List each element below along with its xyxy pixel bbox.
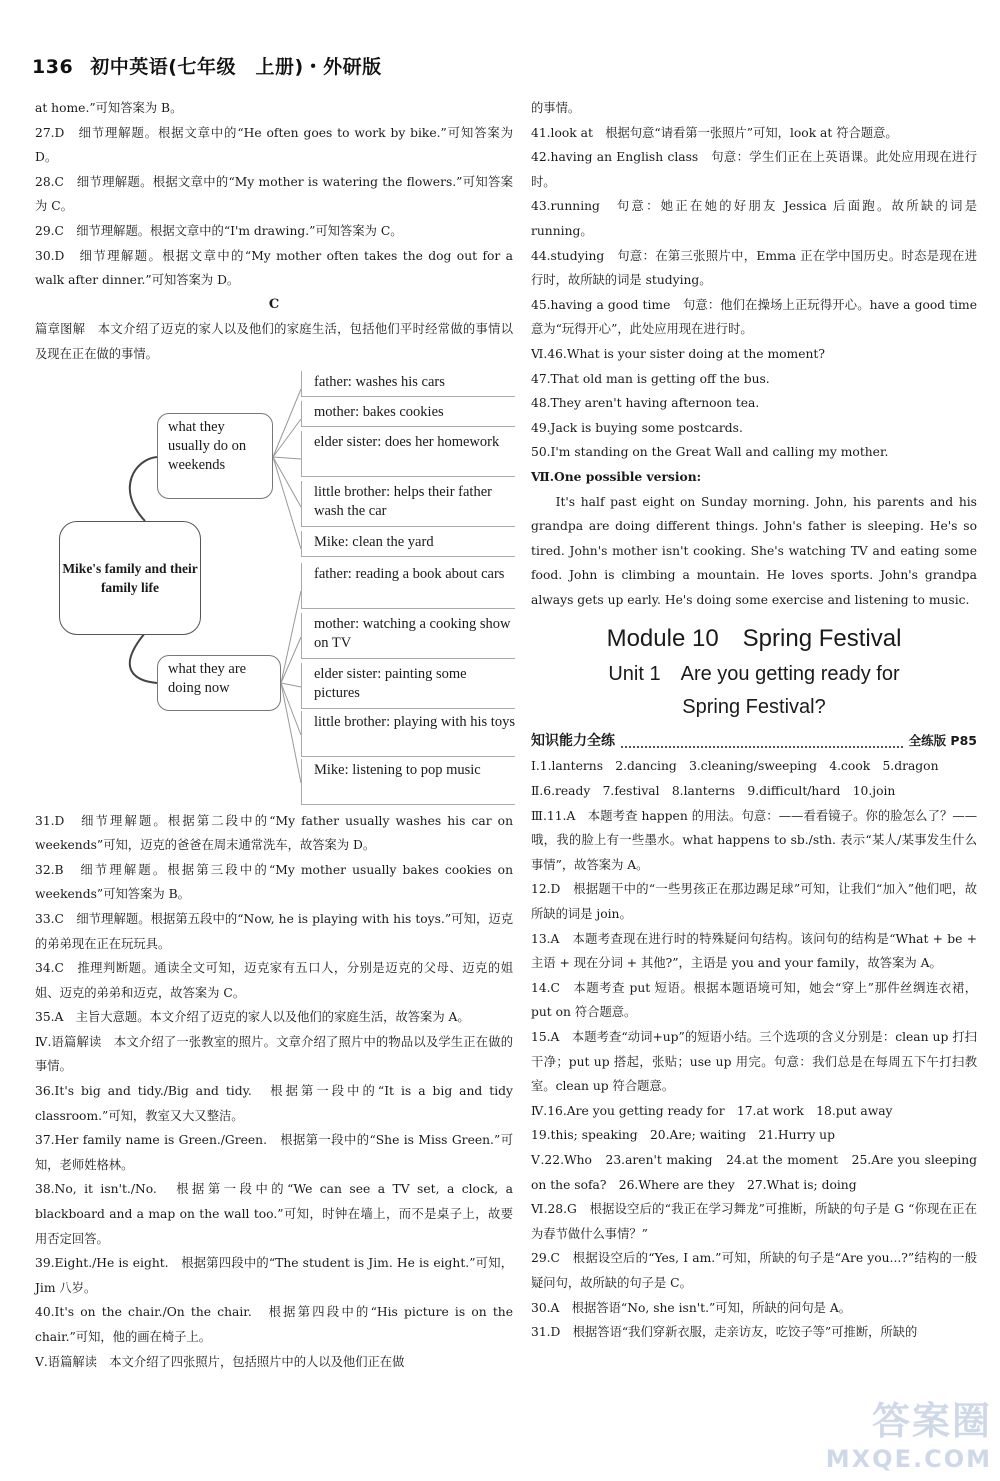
knowledge-label: 知识能力全练 [531, 733, 615, 750]
branch-usual: what they usually do on weekends [157, 413, 273, 499]
leaf-mike-now: Mike: listening to pop music [301, 759, 515, 805]
answer-38: 38.No, it isn't./No. 根据第一段中的“We can see a TV set, a clock, a blackboard and a map on the wall too.”可知，时钟在墙上，而不是桌子上，故要用否定回答。 [35, 1182, 513, 1246]
answer-29: 29.C 细节理解题。根据文章中的“I'm drawing.”可知答案为 C。 [35, 223, 403, 238]
leaf-mother-usual: mother: bakes cookies [301, 401, 515, 427]
leaf-mother-now: mother: watching a cooking show on TV [301, 613, 515, 659]
book-title: 初中英语(七年级 上册)・外研版 [90, 56, 382, 78]
sample-essay: It's half past eight on Sunday morning. John, his parents and his grandpa are doing different things. John's father is sleeping. He's so tired. John's mother isn't cooking. She's watching TV and eating some food. John is climbing a mountain. He loves sports. John's grandpa always gets up early. He's doing some exercise and listening to music. [531, 494, 977, 607]
leaf-brother-now: little brother: playing with his toys [301, 711, 515, 757]
answer-46: Ⅵ.46.What is your sister doing at the moment? [531, 346, 825, 361]
answer-32: 32.B 细节理解题。根据第三段中的“My mother usually bakes cookies on weekends”可知答案为 B。 [35, 862, 513, 902]
answer-28: Ⅵ.28.G 根据设空后的“我正在学习舞龙”可推断，所缺的句子是 G “你现在正在为春节做什么事情？” [531, 1202, 977, 1241]
answer-31: 31.D 细节理解题。根据第二段中的“My father usually washes his car on weekends”可知，迈克的爸爸在周末通常洗车，故答案为 D。 [35, 813, 513, 853]
answer-42: 42.having an English class 句意：学生们正在上英语课。此处应用现在进行时。 [531, 150, 977, 189]
answer-28: 28.C 细节理解题。根据文章中的“My mother is watering the flowers.”可知答案为 C。 [35, 174, 513, 214]
answer-30: 30.D 细节理解题。根据文章中的“My mother often takes the dog out for a walk after dinner.”可知答案为 D。 [35, 248, 513, 288]
answer-line: 的事情。 [531, 101, 581, 115]
answer-35: 35.A 主旨大意题。本文介绍了迈克的家人以及他们的家庭生活，故答案为 A。 [35, 1010, 470, 1025]
answer-30: 30.A 根据答语“No, she isn't.”可知，所缺的问句是 A。 [531, 1300, 852, 1315]
answer-15: 15.A 本题考查“动词+up”的短语小结。三个选项的含义分别是：clean up 打扫干净；put up 搭起，张贴；use up 用完。句意：我们总是在每周五下午打扫教室。clean up 符合题意。 [531, 1030, 977, 1094]
answers-i: Ⅰ.1.lanterns 2.dancing 3.cleaning/sweeping 4.cook 5.dragon [531, 759, 939, 774]
answer-37: 37.Her family name is Green./Green. 根据第一段中的“She is Miss Green.”可知，老师姓格林。 [35, 1133, 513, 1172]
answer-40: 40.It's on the chair./On the chair. 根据第四段中的“His picture is on the chair.”可知，他的画在椅子上。 [35, 1305, 513, 1344]
answer-14: 14.C 本题考查 put 短语。根据本题语境可知，她会“穿上”那件丝绸连衣裙，put on 符合题意。 [531, 980, 977, 1020]
answer-36: 36.It's big and tidy./Big and tidy. 根据第一段中的“It is a big and tidy classroom.”可知，教室又大又整洁。 [35, 1084, 513, 1123]
knowledge-banner [531, 728, 977, 754]
unit-title-line-1: Unit 1 Are you getting ready for [608, 663, 900, 686]
answer-11: Ⅲ.11.A 本题考查 happen 的用法。句意：——看看镜子。你的脸怎么了？——哦，我的脸上有一些墨水。what happens to sb./sth. 表示“某人/某事发生什么事情”，故答案为 A。 [531, 808, 977, 872]
leaf-mike-usual: Mike: clean the yard [301, 531, 515, 557]
answer-13: 13.A 本题考查现在进行时的特殊疑问句结构。该问句的结构是“What + be + 主语 + 现在分词 + 其他?”，主语是 you and your family，故答案为 A。 [531, 931, 977, 971]
answer-48: 48.They aren't having afternoon tea. [531, 396, 760, 411]
answer-27: 27.D 细节理解题。根据文章中的“He often goes to work by bike.”可知答案为 D。 [35, 125, 513, 165]
answer-31: 31.D 根据答语“我们穿新衣服，走亲访友，吃饺子等”可推断，所缺的 [531, 1325, 918, 1340]
module-title: Module 10 Spring Festival [606, 625, 902, 653]
answer-39: 39.Eight./He is eight. 根据第四段中的“The student is Jim. He is eight.”可知，Jim 八岁。 [35, 1256, 513, 1295]
section-iv-intro: Ⅳ.语篇解读 本文介绍了一张教室的照片。文章介绍了照片中的物品以及学生正在做的事情。 [35, 1034, 513, 1074]
knowledge-ref: 全练版 P85 [908, 733, 977, 749]
leaf-father-usual: father: washes his cars [301, 371, 515, 397]
answer-34: 34.C 推理判断题。通读全文可知，迈克家有五口人，分别是迈克的父母、迈克的姐姐、迈克的弟弟和迈克，故答案为 C。 [35, 961, 513, 1000]
leaf-sister-now: elder sister: painting some pictures [301, 663, 515, 709]
leaf-father-now: father: reading a book about cars [301, 563, 515, 609]
watermark-logo [826, 1390, 992, 1473]
mind-map-center: Mike's family and their family life [59, 521, 201, 635]
answer-44: 44.studying 句意：在第三张照片中，Emma 正在学中国历史。时态是现在进行时，故所缺的词是 studying。 [531, 248, 977, 288]
left-column [35, 96, 513, 1374]
watermark-line-2: MXQE.COM [825, 1445, 992, 1473]
answer-47: 47.That old man is getting off the bus. [531, 371, 770, 386]
passage-intro: 篇章图解 本文介绍了迈克的家人以及他们的家庭生活，包括他们平时经常做的事情以及现在正在做的事情。 [35, 322, 513, 361]
leaf-sister-usual: elder sister: does her homework [301, 431, 515, 477]
answers-iv-b: 19.this; speaking 20.Are; waiting 21.Hurry up [531, 1128, 835, 1143]
answers-iv-a: Ⅳ.16.Are you getting ready for 17.at work 18.put away [531, 1103, 893, 1118]
answer-29: 29.C 根据设空后的“Yes, I am.”可知，所缺的句子是“Are you...?”结构的一般疑问句，故所缺的句子是 C。 [531, 1251, 977, 1290]
section-c-heading: C [268, 296, 280, 312]
watermark-line-1: 答案圈 [871, 1399, 992, 1443]
answers-v: Ⅴ.22.Who 23.aren't making 24.at the moment 25.Are you sleeping on the sofa? 26.Where are they 27.What is; doing [531, 1152, 977, 1192]
page-header [32, 52, 382, 79]
answer-12: 12.D 根据题干中的“一些男孩正在那边踢足球”可知，让我们“加入”他们吧，故所缺的词是 join。 [531, 882, 977, 922]
answer-33: 33.C 细节理解题。根据第五段中的“Now, he is playing with his toys.”可知，迈克的弟弟现在正在玩玩具。 [35, 911, 513, 951]
section-vii-heading: Ⅶ.One possible version: [531, 468, 702, 484]
answer-43: 43.running 句意：她正在她的好朋友 Jessica 后面跑。故所缺的词是 running。 [531, 199, 977, 238]
branch-now: what they are doing now [157, 655, 281, 711]
leaf-brother-usual: little brother: helps their father wash the car [301, 481, 515, 527]
unit-title-line-2: Spring Festival? [682, 696, 826, 719]
right-column [531, 96, 977, 1345]
answer-50: 50.I'm standing on the Great Wall and calling my mother. [531, 445, 889, 460]
page-number: 136 [32, 56, 74, 78]
answer-45: 45.having a good time 句意：他们在操场上正玩得开心。have a good time 意为“玩得开心”，此处应用现在进行时。 [531, 297, 977, 337]
answers-ii: Ⅱ.6.ready 7.festival 8.lanterns 9.difficult/hard 10.join [531, 784, 896, 799]
answer-41: 41.look at 根据句意“请看第一张照片”可知，look at 符合题意。 [531, 125, 898, 140]
dot-leader [621, 734, 903, 748]
mind-map [35, 369, 513, 805]
section-v-intro: Ⅴ.语篇解读 本文介绍了四张照片，包括照片中的人以及他们正在做 [35, 1354, 405, 1369]
answer-49: 49.Jack is buying some postcards. [531, 420, 743, 435]
answer-line: at home.”可知答案为 B。 [35, 101, 183, 115]
